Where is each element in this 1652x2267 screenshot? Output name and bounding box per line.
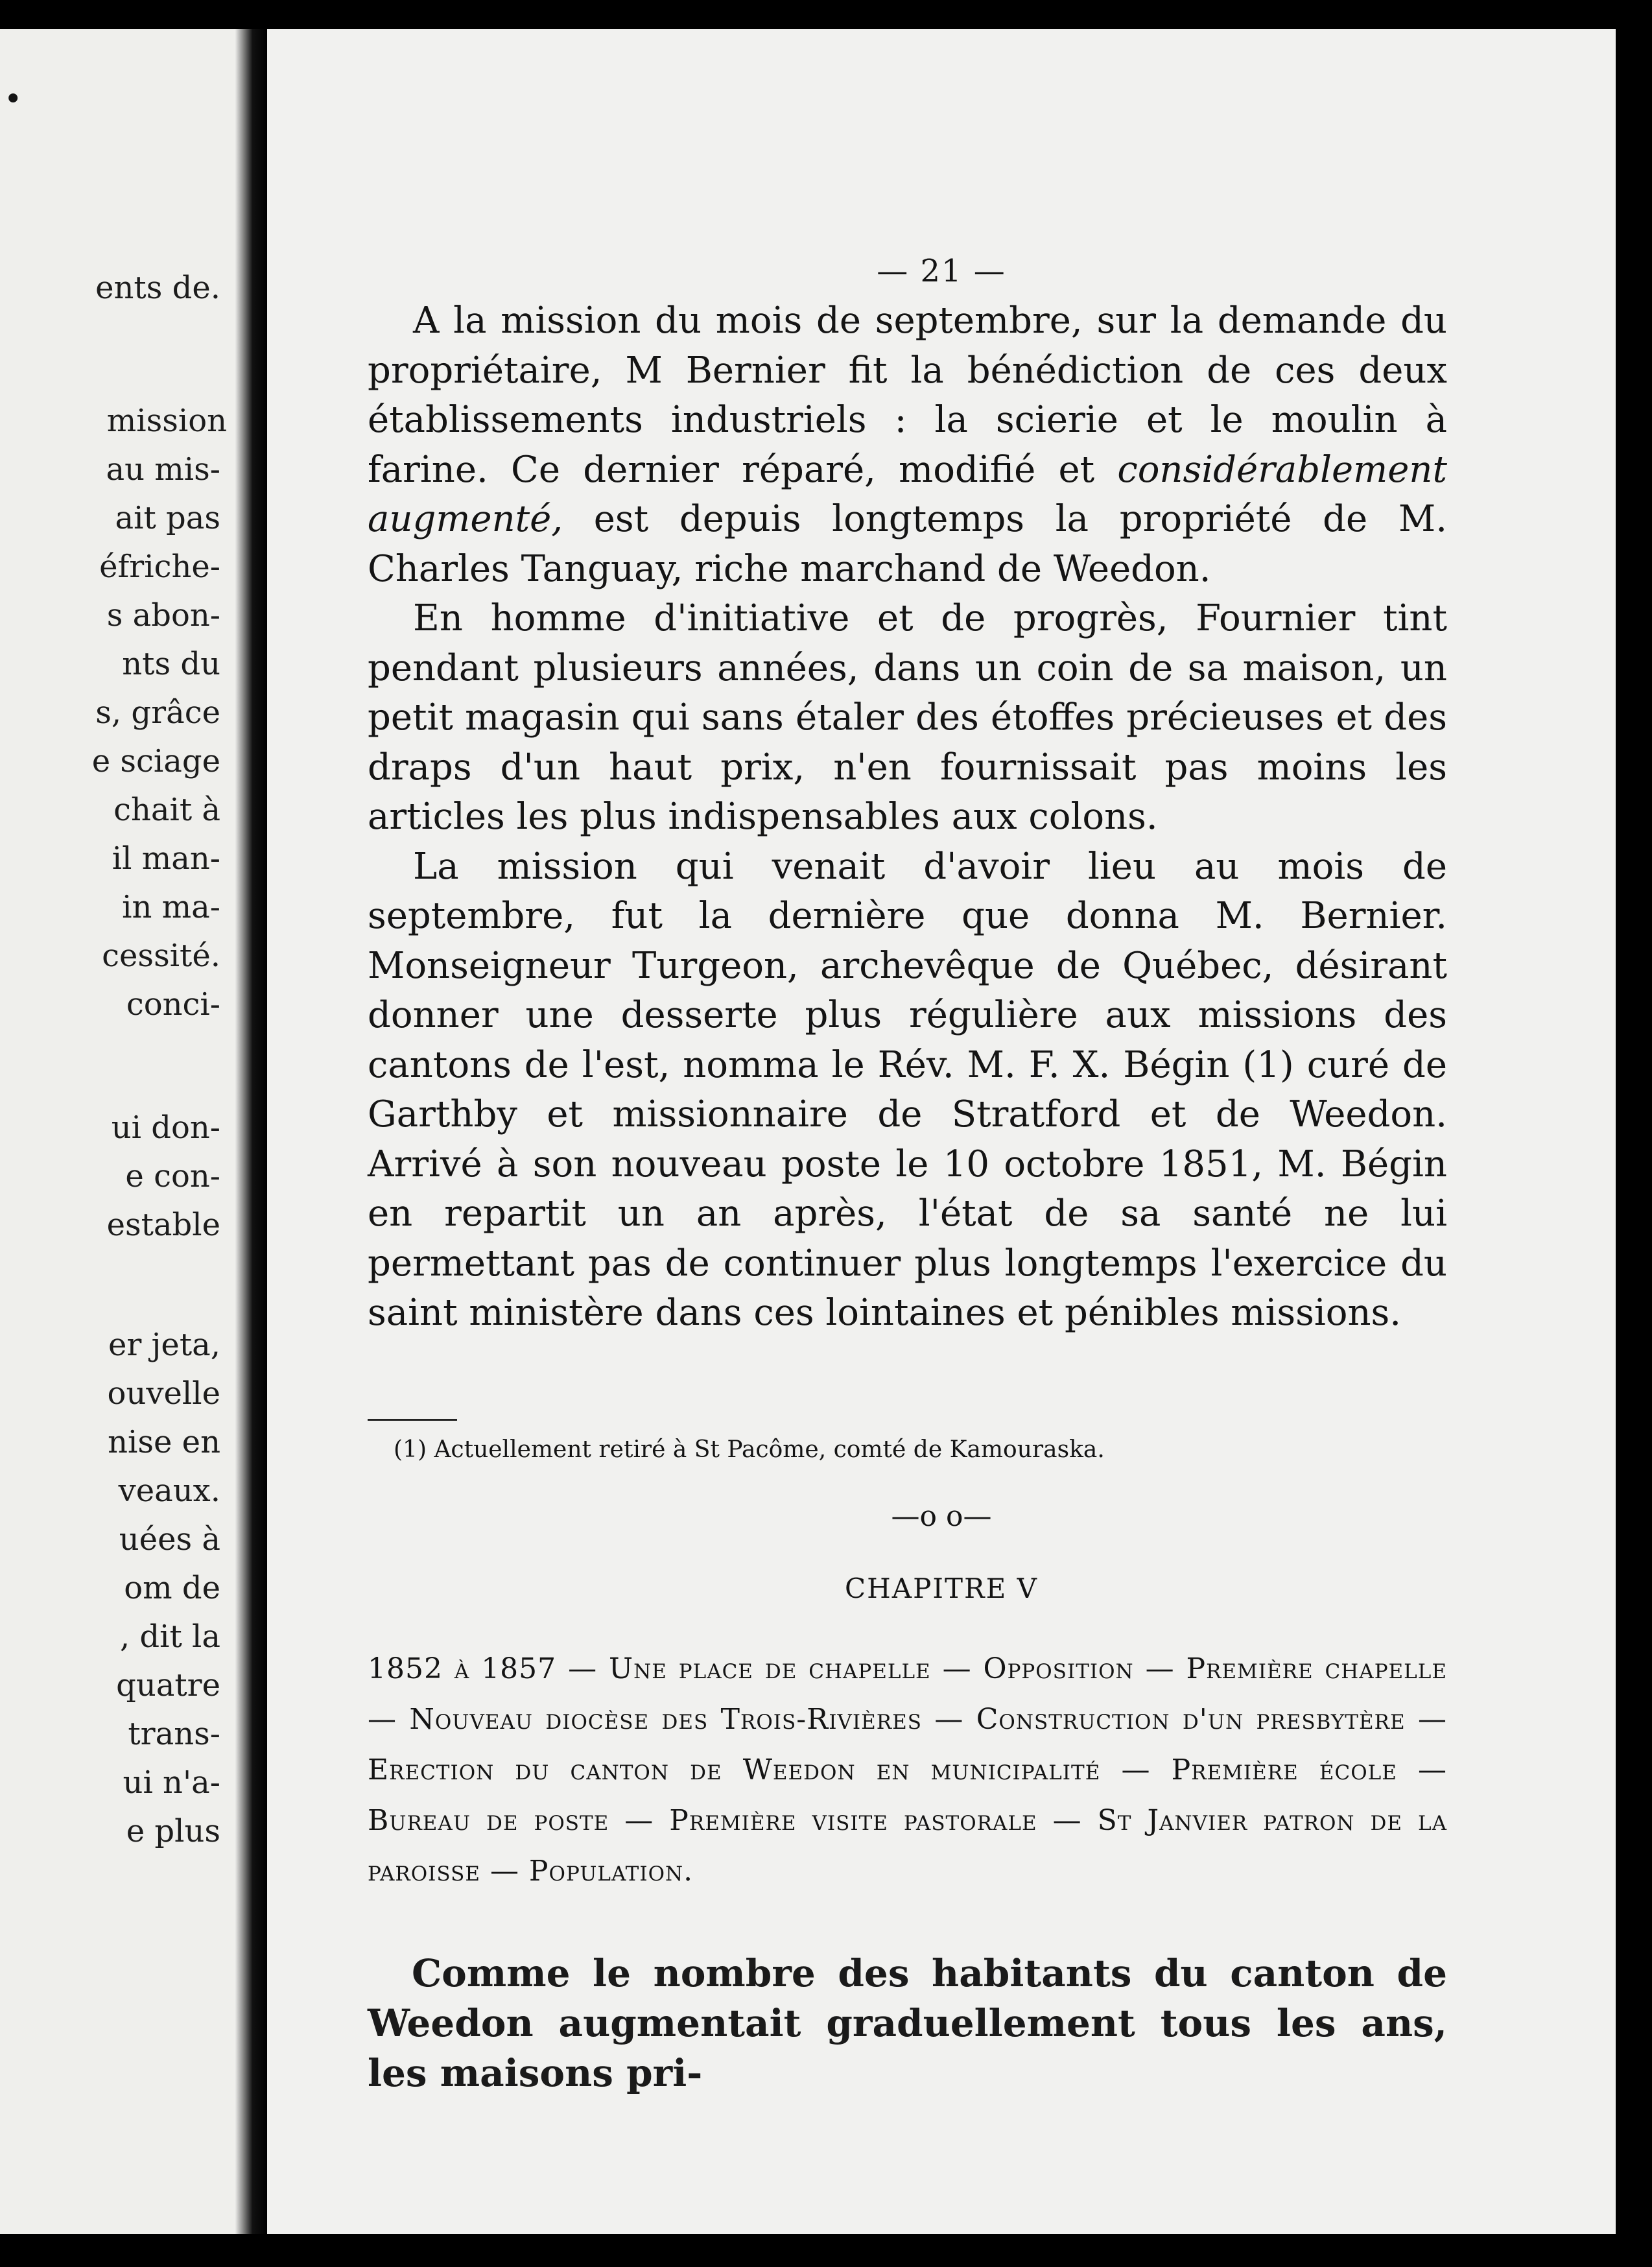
final-paragraph: Comme le nombre des habitants du canton de Weedon augmentait graduellement tous les ans, les maisons pri- [368,1951,1447,2095]
left-page-fragment: ents de. [95,270,220,306]
paragraph-2: En homme d'initiative et de progrès, Fournier tint pendant plusieurs années, dans un coin de sa maison, un petit magasin qui sans étaler des étoffes précieuses et des draps d'un haut prix, n'en fournissait pas moins les articles les plus indispensables aux colons. [368,597,1447,838]
left-page-fragment: au mis- [106,451,220,488]
left-page-fragment: in ma- [122,889,220,925]
left-page-fragment: er jeta, [108,1327,220,1363]
left-page-fragment: om de [124,1570,220,1606]
left-page-fragment: uées à [119,1521,220,1558]
page-number: — 21 — [877,253,1006,289]
left-page-fragment: cessité. [102,938,220,974]
left-page-fragment: mission [106,403,227,439]
left-page-fragment: chait à [113,792,220,828]
footnote-rule [368,1419,457,1421]
main-page [267,29,1616,2234]
left-page-fragment: veaux. [118,1473,220,1509]
paragraph-1 [368,296,1447,594]
left-page-fragment: nise en [108,1424,220,1460]
left-page-fragment: conci- [126,986,220,1023]
paragraph-3: La mission qui venait d'avoir lieu au mois de septembre, fut la dernière que donna M. Bernier. Monseigneur Turgeon, archevêque de Québec, désirant donner une desserte plus régulière aux missions des cantons de l'est, nomma le Rév. M. F. X. Bégin (1) curé de Garthby et missionnaire de Stratford et de Weedon. Arrivé à son nouveau poste le 10 octobre 1851, M. Bégin en repartit un an après, l'état de sa santé ne lui permettant pas de continuer plus longtemps l'exercice du saint ministère dans ces lointaines et pénibles missions. [368,845,1447,1334]
left-page-fragment: trans- [128,1716,220,1752]
section-ornament: —o o— [891,1500,992,1533]
left-page-fragment: ouvelle [107,1375,220,1412]
left-page-fragment: s abon- [106,597,220,634]
paragraph-1-start: A la mission du mois de septembre, sur la demande du propriétaire, M Bernier fit la bénédiction de ces deux établissements industriels : la scierie et le moulin à farine. Ce dernier réparé, modifié et [368,300,1447,491]
left-page-fragment: e plus [126,1813,220,1849]
left-page-edge [0,29,235,2234]
left-page-fragment: ui don- [111,1110,220,1146]
paragraph-1-italic: considérablement augmenté, [368,448,1447,540]
left-page-fragment: e sciage [91,743,220,779]
left-page-fragment: il man- [112,840,220,877]
left-page-fragment: nts du [122,646,220,682]
left-page-fragment: estable [106,1207,220,1243]
left-page-dot: • [4,81,23,117]
paragraph-1-end: est depuis longtemps la propriété de M. Charles Tanguay, riche marchand de Weedon. [368,498,1447,590]
left-page-fragment: s, grâce [95,694,220,731]
left-page-fragment: , dit la [119,1619,220,1655]
body-text [368,296,1447,1338]
footnote: (1) Actuellement retiré à St Pacôme, comté de Kamouraska. [394,1436,1105,1463]
left-page-fragment: ait pas [115,500,220,536]
left-page-fragment: e con- [125,1158,220,1194]
left-page-fragment: ui n'a- [123,1764,220,1801]
chapter-summary: 1852 à 1857 — Une place de chapelle — Opposition — Première chapelle — Nouveau diocèse des Trois-Rivières — Construction d'un presbytère — Erection du canton de Weedon en municipalité — Première école — Bureau de poste — Première visite pastorale — St Janvier patron de la paroisse — Population. [368,1652,1447,1888]
chapter-title: CHAPITRE V [845,1573,1038,1604]
page-gutter [235,29,267,2234]
left-page-fragment: éfriche- [99,549,220,585]
left-page-fragment: quatre [116,1667,220,1703]
